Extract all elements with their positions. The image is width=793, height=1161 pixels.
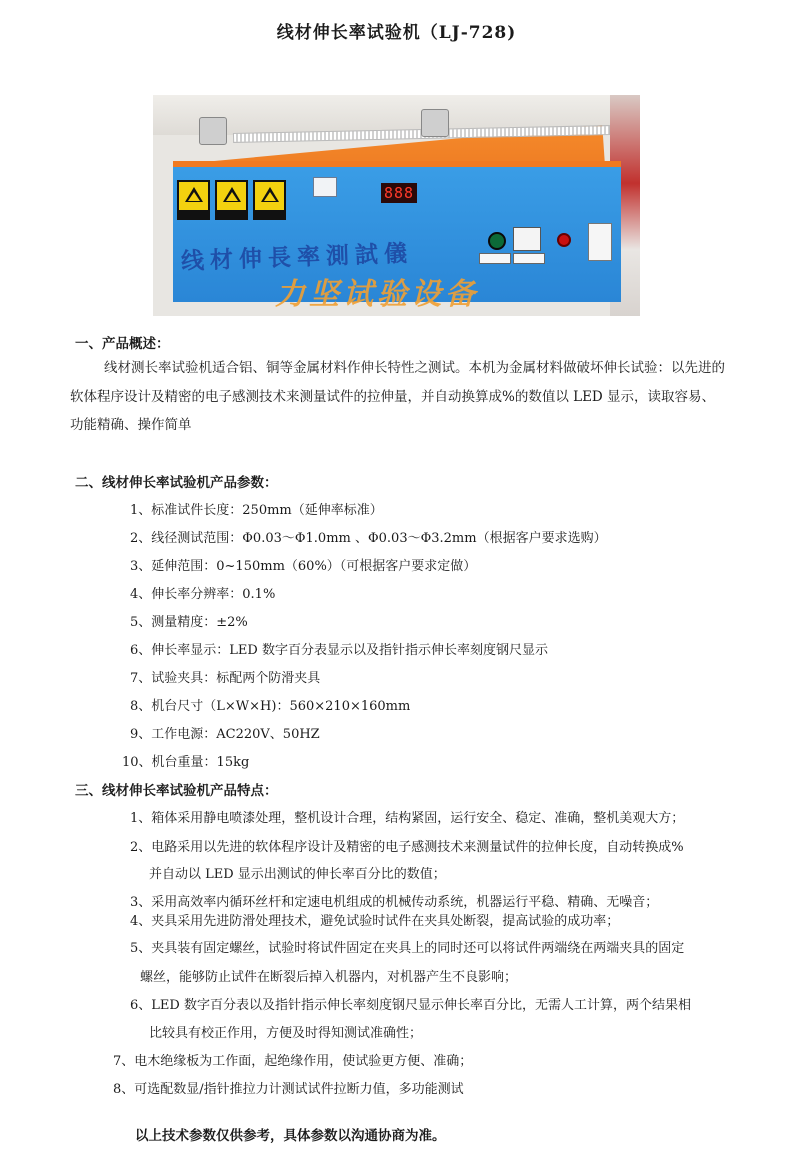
feature-item: 1、箱体采用静电喷漆处理，整机设计合理，结构紧固，运行安全、稳定、准确，整机美观大方； — [130, 811, 685, 826]
feature-item: 7、电木绝缘板为工作面，起绝缘作用，使试验更方便、准确； — [113, 1054, 473, 1069]
photo-watermark: 力坚试验设备 — [275, 277, 479, 312]
warning-label-icon — [215, 180, 248, 220]
brand-logo — [313, 177, 337, 197]
param-item: 2、线径测试范围：Φ0.03～Φ1.0mm 、Φ0.03～Φ3.2mm（根据客户要求选购） — [130, 531, 607, 546]
param-item: 9、工作电源：AC220V、50HZ — [130, 727, 320, 742]
section-heading-overview: 一、产品概述： — [75, 336, 170, 352]
footer-note: 以上技术参数仅供参考，具体参数以沟通协商为准。 — [135, 1128, 446, 1144]
param-item: 10、机台重量：15kg — [122, 755, 250, 770]
emergency-stop-icon — [588, 223, 612, 261]
feature-item: 4、夹具采用先进防滑处理技术，避免试验时试件在夹具处断裂，提高试验的成功率； — [130, 914, 620, 929]
mode-switch-icon — [513, 227, 541, 251]
button-sticker — [479, 253, 511, 264]
warning-label-icon — [253, 180, 286, 220]
start-button-icon — [488, 232, 506, 250]
param-item: 5、测量精度：±2% — [130, 615, 248, 630]
feature-item: 3、采用高效率内循环丝杆和定速电机组成的机械传动系统，机器运行平稳、精确、无噪音； — [130, 895, 659, 910]
overview-paragraph: 线材测长率试验机适合铝、铜等金属材料作伸长特性之测试。本机为金属材料做破坏伸长试验：以先进的软体程序设计及精密的电子感测技术来测量试件的拉伸量，并自动换算成%的数值以 LED 显示，读取容易、功能精确、操作简单 — [70, 360, 725, 433]
feature-item-continued: 并自动以 LED 显示出测试的伸长率百分比的数值； — [149, 867, 446, 882]
feature-item-continued: 比较具有校正作用，方便及时得知测试准确性； — [149, 1026, 423, 1041]
right-clamp — [421, 109, 449, 137]
feature-item: 5、夹具装有固定螺丝，试验时将试件固定在夹具上的同时还可以将试件两端绕在两端夹具的固定 — [130, 941, 685, 956]
feature-item: 8、可选配数显/指针推拉力计测试试件拉断力值，多功能测试 — [113, 1082, 464, 1097]
param-item: 8、机台尺寸（L×W×H)：560×210×160mm — [130, 699, 411, 714]
section-heading-params: 二、线材伸长率试验机产品参数： — [75, 475, 278, 491]
stop-button-icon — [557, 233, 571, 247]
product-photo — [153, 95, 640, 316]
section-heading-features: 三、线材伸长率试验机产品特点： — [75, 783, 278, 799]
param-item: 7、试验夹具：标配两个防滑夹具 — [130, 671, 321, 686]
warning-label-icon — [177, 180, 210, 220]
button-sticker — [513, 253, 545, 264]
feature-item: 2、电路采用以先进的软体程序设计及精密的电子感测技术来测量试件的拉伸长度，自动转换成% — [130, 840, 684, 855]
led-display: 888 — [381, 183, 417, 203]
param-item: 6、伸长率显示：LED 数字百分表显示以及指针指示伸长率刻度钢尺显示 — [130, 643, 548, 658]
param-item: 4、伸长率分辨率：0.1% — [130, 587, 276, 602]
machine-panel-label: 线材伸長率測試儀 — [180, 240, 414, 275]
param-item: 1、标准试件长度：250mm（延伸率标准） — [130, 503, 383, 518]
feature-item-continued: 螺丝，能够防止试件在断裂后掉入机器内，对机器产生不良影响； — [140, 970, 518, 985]
document-title: 线材伸长率试验机（LJ-728) — [276, 23, 517, 43]
param-item: 3、延伸范围：0~150mm（60%）（可根据客户要求定做） — [130, 559, 477, 574]
feature-item: 6、LED 数字百分表以及指针指示伸长率刻度钢尺显示伸长率百分比，无需人工计算，两个结果相 — [130, 998, 691, 1013]
left-clamp — [199, 117, 227, 145]
